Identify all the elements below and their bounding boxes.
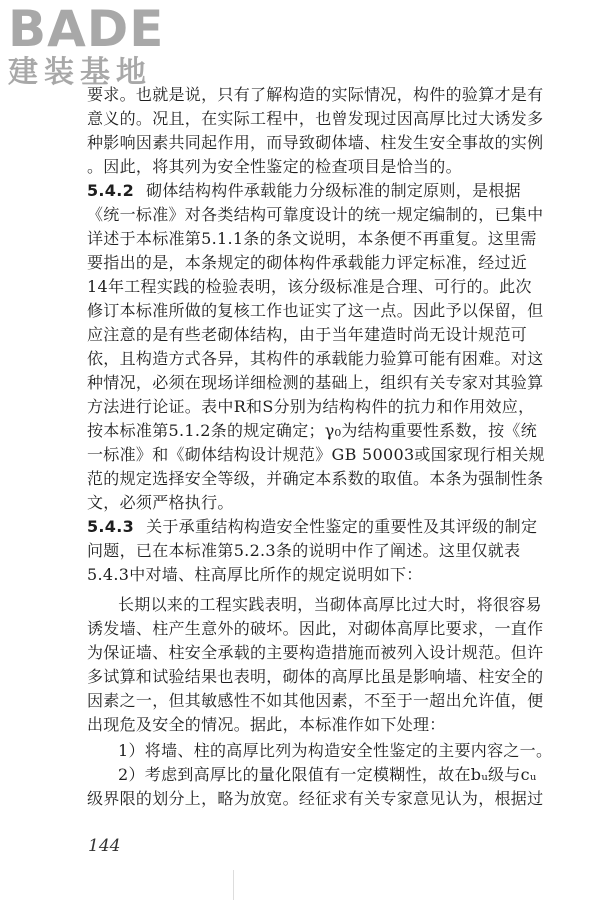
watermark-logo — [8, 0, 178, 94]
section-5-4-3-heading-line — [87, 516, 538, 540]
text-line: 出现危及安全的情况。据此，本标准作如下处理： — [87, 715, 446, 734]
list-item: 2）考虑到高厚比的量化限值有一定模糊性，故在bᵤ级与cᵤ — [118, 765, 537, 784]
section-number: 5.4.2 — [87, 181, 135, 200]
text-line: 长期以来的工程实践表明，当砌体高厚比过大时，将很容易 — [118, 595, 542, 614]
text-line: 修订本标准所做的复核工作也证实了这一点。因此予以保留，但 — [87, 301, 544, 320]
text-line: 详述于本标准第5.1.1条的条文说明，本条便不再重复。这里需 — [87, 229, 537, 248]
text-line: 问题，已在本标准第5.2.3条的说明中作了阐述。这里仅就表 — [87, 541, 521, 560]
text-line: 诱发墙、柱产生意外的破坏。因此，对砌体高厚比要求，一直作 — [87, 619, 544, 638]
text-line: 级界限的划分上，略为放宽。经征求有关专家意见认为，根据过 — [87, 789, 544, 808]
page-crease — [233, 870, 234, 900]
text-line: 按本标准第5.1.2条的规定确定；γ₀为结构重要性系数，按《统 — [87, 421, 537, 440]
text-line: 为保证墙、柱安全承载的主要构造措施而被列入设计规范。但许 — [87, 643, 544, 662]
text-line: 意义的。况且，在实际工程中，也曾发现过因高厚比过大诱发多 — [87, 109, 544, 128]
text-line: 5.4.3中对墙、柱高厚比所作的规定说明如下： — [87, 565, 423, 584]
text-line: 种情况，必须在现场详细检测的基础上，组织有关专家对其验算 — [87, 373, 544, 392]
text-line: 应注意的是有些老砌体结构，由于当年建造时尚无设计规范可 — [87, 325, 528, 344]
watermark-brand: BADE — [8, 0, 165, 58]
text-line: 。因此，将其列为安全性鉴定的检查项目是恰当的。 — [87, 157, 462, 176]
text-line: 要指出的是，本条规定的砌体构件承载能力评定标准，经过近 — [87, 253, 528, 272]
text-line: 文，必须严格执行。 — [87, 493, 234, 512]
text-line: 因素之一，但其敏感性不如其他因素，不至于一超出允许值，便 — [87, 691, 544, 710]
text-line: 方法进行论证。表中R和S分别为结构构件的抗力和作用效应， — [87, 397, 535, 416]
list-item: 1）将墙、柱的高厚比列为构造安全性鉴定的主要内容之一。 — [118, 741, 553, 760]
text-line: 《统一标准》对各类结构可靠度设计的统一规定编制的，已集中 — [87, 205, 544, 224]
text-line: 范的规定选择安全等级，并确定本系数的取值。本条为强制性条 — [87, 469, 544, 488]
watermark-subtitle: 建装基地 — [8, 55, 152, 90]
text-line: 种影响因素共同起作用，而导致砌体墙、柱发生安全事故的实例 — [87, 133, 544, 152]
text-line: 要求。也就是说，只有了解构造的实际情况，构件的验算才是有 — [87, 85, 544, 104]
page-number: 144 — [88, 836, 121, 856]
text-line: 依，且构造方式各异，其构件的承载能力验算可能有困难。对这 — [87, 349, 544, 368]
section-5-4-2-heading-line — [87, 180, 521, 204]
text-span: 砌体结构构件承载能力分级标准的制定原则，是根据 — [146, 181, 521, 200]
text-line: 多试算和试验结果也表明，砌体的高厚比虽是影响墙、柱安全的 — [87, 667, 544, 686]
text-span: 关于承重结构构造安全性鉴定的重要性及其评级的制定 — [146, 517, 538, 536]
text-line: 14年工程实践的检验表明，该分级标准是合理、可行的。此次 — [87, 277, 532, 296]
text-line: 一标准》和《砌体结构设计规范》GB 50003或国家现行相关规 — [87, 445, 545, 464]
section-number: 5.4.3 — [87, 517, 135, 536]
